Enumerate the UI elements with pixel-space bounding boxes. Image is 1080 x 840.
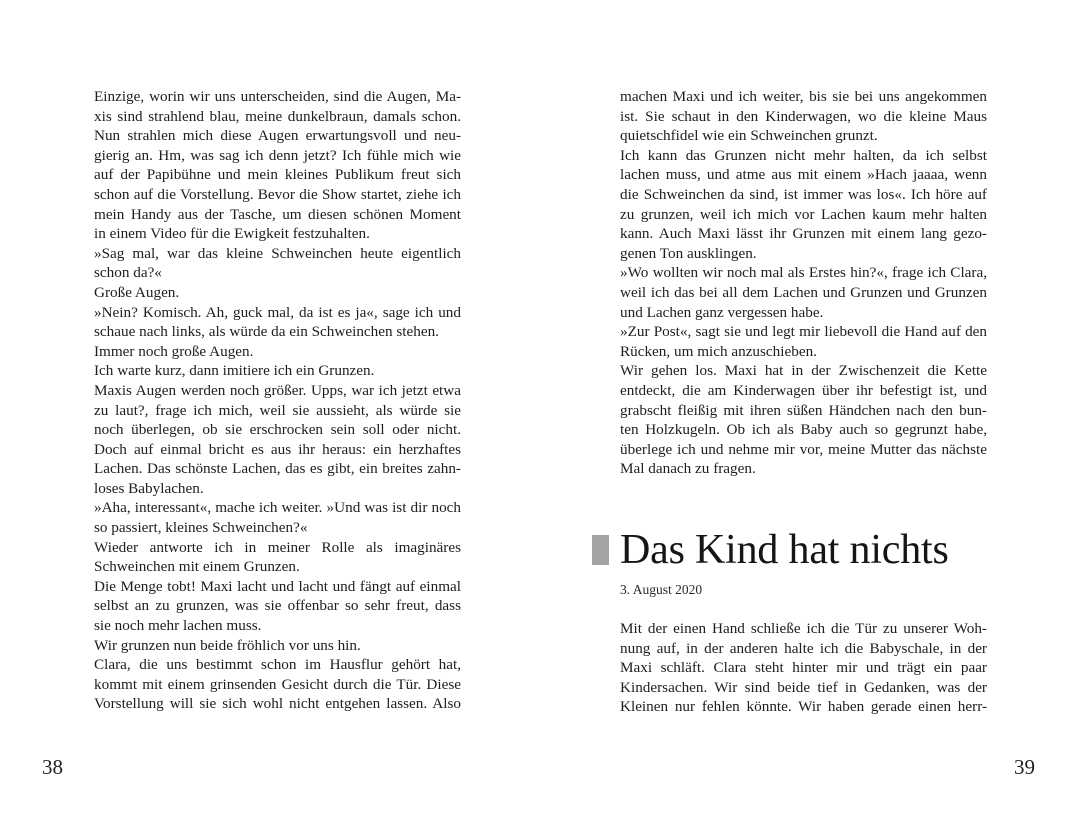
- text-line: schon da?«: [94, 264, 162, 282]
- text-line: mein Handy aus der Tasche, um diesen schönen Moment: [94, 205, 461, 223]
- page-number: 39: [1014, 755, 1035, 779]
- text-line: »Zur Post«, sagt sie und legt mir liebevoll die Hand auf den: [620, 323, 987, 341]
- text-line: »Sag mal, war das kleine Schweinchen heute eigentlich: [94, 244, 461, 262]
- text-line: quietschfidel wie ein Schweinchen grunzt.: [620, 127, 878, 145]
- left-page-body-text: [94, 87, 461, 714]
- text-line: Nun strahlen mich diese Augen erwartungsvoll und neu-: [94, 127, 461, 145]
- text-line: Maxi schläft. Clara steht hinter mir und trägt ein paar: [620, 659, 987, 677]
- text-line: Wir gehen los. Maxi hat in der Zwischenzeit die Kette: [620, 362, 987, 380]
- text-line: »Nein? Komisch. Ah, guck mal, da ist es ja«, sage ich und: [94, 303, 461, 321]
- text-line: Große Augen.: [94, 283, 180, 301]
- chapter-marker-bar: [592, 535, 609, 565]
- text-line: Einzige, worin wir uns unterscheiden, sind die Augen, Ma-: [94, 88, 461, 105]
- text-line: Lachen. Das schönste Lachen, das es gibt, ein breites zahn-: [94, 460, 461, 478]
- text-line: und Lachen ganz vergessen habe.: [620, 303, 824, 321]
- text-line: grabscht fleißig mit ihren süßen Händchen nach den bun-: [620, 401, 987, 419]
- text-line: in einem Video für die Ewigkeit festzuhalten.: [94, 225, 370, 243]
- text-line: überlege ich und nehme mir vor, meine Mutter das nächste: [620, 440, 987, 458]
- chapter-date: 3. August 2020: [620, 582, 703, 597]
- text-line: Wir grunzen nun beide fröhlich vor uns hin.: [94, 636, 361, 654]
- text-line: kommt mit einem grinsenden Gesicht durch die Tür. Diese: [94, 675, 461, 693]
- text-line: entdeckt, die am Kinderwagen über ihr befestigt ist, und: [620, 381, 987, 399]
- text-line: zu grunzen, weil ich mich vor Lachen kaum mehr halten: [620, 205, 987, 223]
- text-line: Die Menge tobt! Maxi lacht und lacht und fängt auf einmal: [94, 577, 461, 595]
- text-line: Kleinen nur fehlen könnte. Wir haben gerade einen herr-: [620, 698, 987, 716]
- text-line: ten Holzkugeln. Ob ich als Baby auch so gegrunzt habe,: [620, 421, 987, 439]
- right-page: [540, 0, 1080, 840]
- text-line: die Schweinchen da sind, ist immer was los«. Ich höre auf: [620, 185, 987, 203]
- text-line: xis sind strahlend blau, meine dunkelbraun, damals schon.: [94, 107, 461, 125]
- text-line: Schweinchen mit einem Grunzen.: [94, 558, 300, 576]
- right-page-body-text: [620, 87, 987, 479]
- text-line: Mit der einen Hand schließe ich die Tür zu unserer Woh-: [620, 620, 987, 637]
- text-line: lachen muss, und atme aus mit einem »Hach jaaaa, wenn: [620, 166, 987, 184]
- chapter-body-text: [620, 619, 987, 717]
- text-line: Mal danach zu fragen.: [620, 460, 756, 478]
- text-line: so passiert, kleines Schweinchen?«: [94, 519, 308, 537]
- text-line: genen Ton ausklingen.: [620, 244, 757, 262]
- text-line: kann. Auch Maxi lässt ihr Grunzen mit einem lang gezo-: [620, 225, 987, 243]
- text-line: auf der Papibühne und mein kleines Publikum freut sich: [94, 166, 461, 184]
- text-line: Immer noch große Augen.: [94, 342, 254, 360]
- text-line: Vorstellung will sie sich wohl nicht entgehen lassen. Also: [94, 695, 461, 713]
- text-line: zu laut?, frage ich mich, weil sie aussieht, als würde sie: [94, 401, 461, 419]
- text-line: schaue nach links, als würde da ein Schweinchen stehen.: [94, 323, 439, 341]
- text-line: selbst an zu grunzen, was sie offenbar so sehr freut, dass: [94, 597, 461, 615]
- text-line: sie noch mehr lachen muss.: [94, 617, 262, 635]
- chapter-heading: [592, 526, 949, 574]
- text-line: nung auf, in der anderen halte ich die Babyschale, in der: [620, 639, 987, 657]
- text-line: Ich warte kurz, dann imitiere ich ein Grunzen.: [94, 362, 375, 380]
- text-line: schon auf die Vorstellung. Bevor die Show startet, ziehe ich: [94, 185, 461, 203]
- text-line: noch überlegen, ob sie erschrocken sein soll oder nicht.: [94, 421, 461, 439]
- text-line: »Aha, interessant«, mache ich weiter. »Und was ist dir noch: [94, 499, 461, 517]
- page-number: 38: [42, 755, 63, 779]
- text-line: gierig an. Hm, was sag ich denn jetzt? Ich fühle mich wie: [94, 146, 461, 164]
- text-line: loses Babylachen.: [94, 479, 204, 497]
- text-line: Maxis Augen werden noch größer. Upps, war ich jetzt etwa: [94, 381, 461, 399]
- text-line: »Wo wollten wir noch mal als Erstes hin?«, frage ich Clara,: [620, 264, 987, 282]
- text-line: machen Maxi und ich weiter, bis sie bei uns angekommen: [620, 88, 987, 105]
- text-line: Wieder antworte ich in meiner Rolle als imaginäres: [94, 538, 461, 556]
- text-line: Kindersachen. Wir sind beide tief in Gedanken, was der: [620, 678, 987, 696]
- text-line: ist. Sie schaut in den Kinderwagen, wo die kleine Maus: [620, 107, 987, 125]
- text-line: Doch auf einmal bricht es aus ihr heraus: ein herzhaftes: [94, 440, 461, 458]
- text-line: weil ich das bei all dem Lachen und Grunzen und Grunzen: [620, 283, 987, 301]
- text-line: Rücken, um mich anzuschieben.: [620, 342, 817, 360]
- text-line: Clara, die uns bestimmt schon im Hausflur gehört hat,: [94, 656, 461, 674]
- chapter-title: Das Kind hat nichts: [620, 527, 949, 573]
- text-line: Ich kann das Grunzen nicht mehr halten, da ich selbst: [620, 146, 987, 164]
